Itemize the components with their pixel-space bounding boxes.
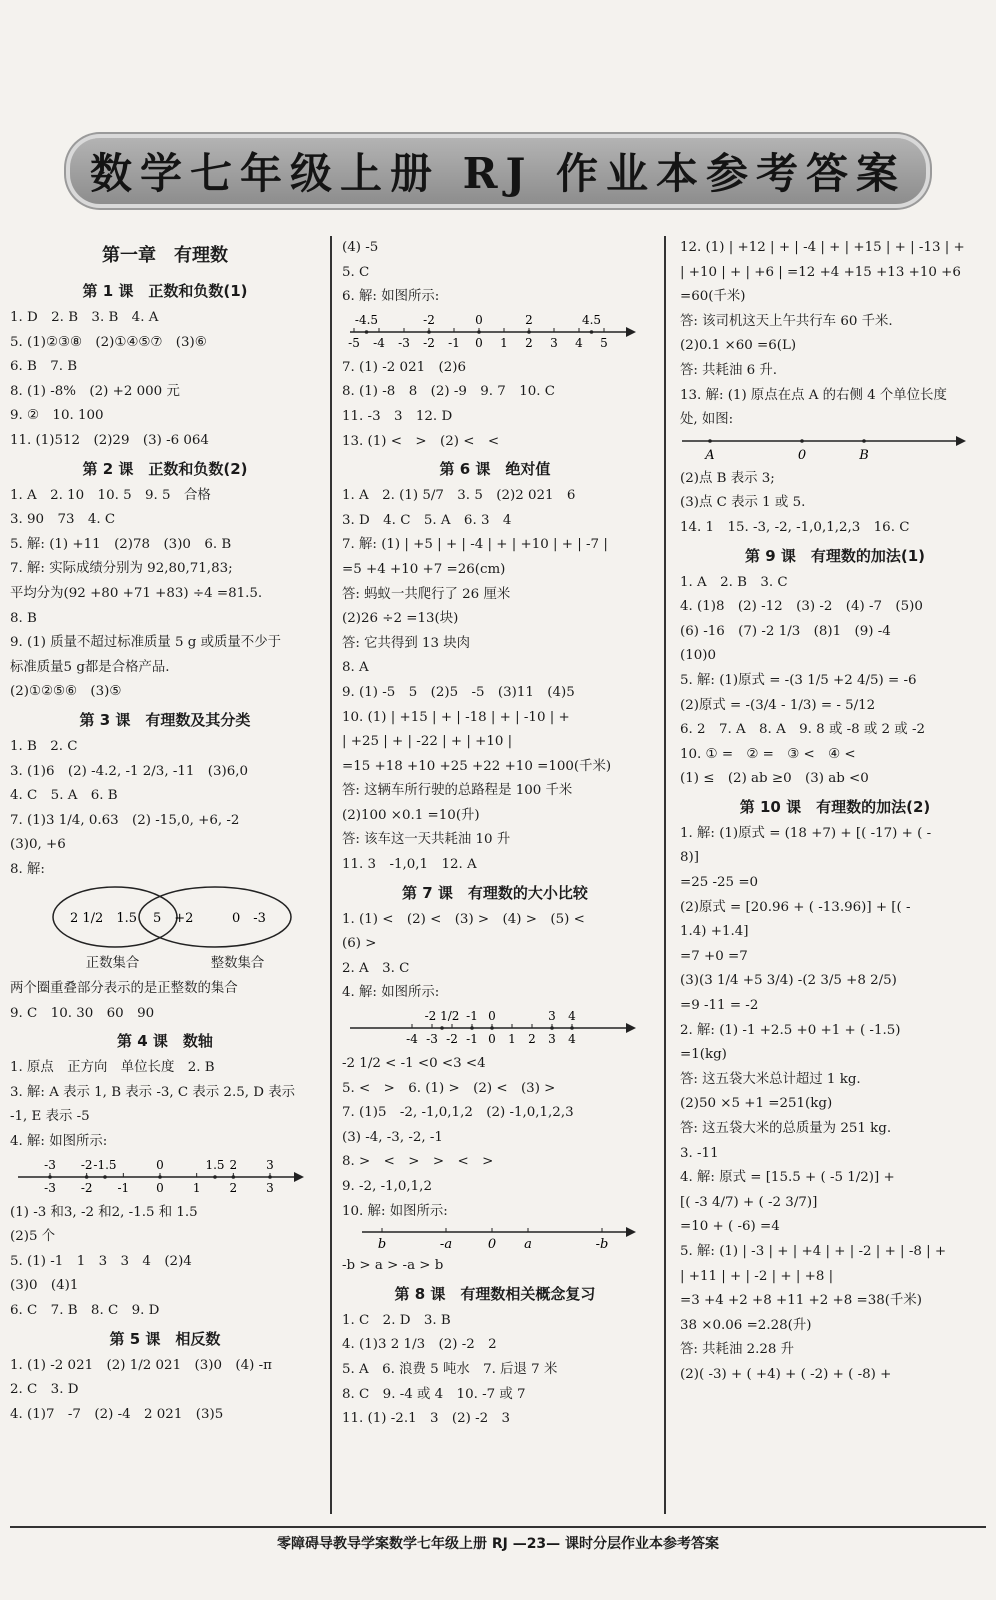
tick-label: 0 [156,1180,164,1195]
answer-line: =3 +4 +2 +8 +11 +2 +8 =38(千米) [680,1293,922,1309]
answer-line: -1, E 表示 -5 [10,1109,90,1125]
tick-label: 2 [229,1180,238,1195]
answer-line: =25 -25 =0 [680,875,759,891]
answer-line: 14. 1 15. -3, -2, -1,0,1,2,3 16. C [680,519,910,535]
answer-line: 答: 它共得到 13 块肉 [342,635,471,651]
answer-line: 5. C [342,264,370,280]
answer-line: (2)①②⑤⑥ (3)⑤ [10,684,122,700]
answer-line: 3. 解: A 表示 1, B 表示 -3, C 表示 2.5, D 表示 [10,1084,296,1100]
answer-line: 7. (1)3 1/4, 0.63 (2) -15,0, +6, -2 [10,812,240,828]
number-line-figure [342,310,648,356]
answer-line: 7. 解: (1) | +5 | + | -4 | + | +10 | + | -7 | [342,537,608,553]
point-dot [85,1175,89,1179]
answer-line: 5. A 6. 浪费 5 吨水 7. 后退 7 米 [342,1361,558,1377]
answer-line: (2)原式 = [20.96 + ( -13.96)] + [( - [680,899,911,915]
venn-mid-text: 5 +2 [153,911,194,927]
answer-line: (4) -5 [342,240,379,255]
tick-label: 3 [266,1180,274,1195]
point-dot [708,439,712,443]
answer-line: 6. B 7. B [10,359,78,375]
point-label: -2 [80,1157,93,1172]
number-line-figure [342,1224,648,1254]
point-dot [213,1175,217,1179]
lesson-heading: 第 3 课 有理数及其分类 [79,710,251,729]
point-dot [232,1175,236,1179]
answer-line: =7 +0 =7 [680,948,748,964]
point-label: -1 [466,1009,478,1024]
answer-line: | +10 | + | +6 | =12 +4 +15 +13 +10 +6 [680,264,961,280]
answer-line: | +11 | + | -2 | + | +8 | [680,1268,834,1284]
point-label: 0 [797,447,807,463]
lesson-heading: 第 6 课 绝对值 [439,460,551,479]
point-label: -a [439,1237,453,1253]
chapter-heading: 第一章 有理数 [102,245,228,266]
axis-arrow [294,1172,304,1182]
answer-line: 1. 原点 正方向 单位长度 2. B [10,1060,215,1076]
point-label: 4 [568,1009,576,1024]
point-label: b [377,1237,387,1253]
point-label: 3 [548,1009,556,1024]
answer-line: 1.4) +1.4] [680,924,749,940]
answer-line: (2)0.1 ×60 =6(L) [680,338,797,354]
point-dot [570,1026,574,1030]
column-divider [330,236,332,1514]
answer-line: 5. (1) -1 1 3 3 4 (2)4 [10,1253,192,1269]
answer-line: 7. (1) -2 021 (2)6 [342,359,466,375]
answer-line: =5 +4 +10 +7 =26(cm) [342,561,506,577]
venn-label-positive: 正数集合 [85,956,140,972]
answer-line: 4. 解: 如图所示: [342,985,440,1001]
answer-line: 11. 3 -1,0,1 12. A [342,857,477,873]
answer-line: 11. (1) -2.1 3 (2) -2 3 [342,1411,511,1427]
point-label: A [705,447,715,463]
lesson-heading: 第 5 课 相反数 [109,1329,221,1348]
point-dot [862,439,866,443]
answer-line: (2)5 个 [10,1229,56,1245]
tick-label: 1 [192,1180,201,1195]
point-label: a [524,1237,532,1253]
answer-line: (2)50 ×5 +1 =251(kg) [680,1096,833,1112]
answer-line: 5. (1)②③⑧ (2)①④⑤⑦ (3)⑥ [10,334,207,350]
number-line-svg [10,1155,310,1201]
answer-line: [( -3 4/7) + ( -2 3/7)] [680,1194,818,1210]
answer-line: =9 -11 = -2 [680,998,759,1014]
axis-arrow [626,1227,636,1237]
answer-line: 答: 该司机这天上午共行车 60 千米. [680,313,893,329]
answer-line: 5. 解: (1)原式 = -(3 1/5 +2 4/5) = -6 [680,672,917,688]
page-footer: 零障碍导教导学案数学七年级上册 RJ —23— 课时分层作业本参考答案 [10,1526,986,1560]
answer-line: 3. D 4. C 5. A 6. 3 4 [342,512,512,528]
answer-line: 8. (1) -8% (2) +2 000 元 [10,383,180,399]
point-label: -2 1/2 [424,1009,460,1024]
number-line-svg [342,1224,642,1254]
column-divider [664,236,666,1514]
answer-line: 2. A 3. C [342,960,410,976]
answer-line: (3)0 (4)1 [10,1278,79,1294]
answer-line: 11. -3 3 12. D [342,408,453,424]
tick-label: 4 [568,1032,576,1047]
point-label: 0 [487,1237,497,1253]
answer-line: (1) ≤ (2) ab ≥0 (3) ab <0 [680,771,869,787]
number-line-svg [342,310,642,356]
point-label: 0 [156,1157,164,1172]
lesson-heading: 第 9 课 有理数的加法(1) [744,546,926,565]
venn-left-text: 2 1/2 1.5 [70,911,137,927]
answer-line: 答: 这五袋大米总计超过 1 kg. [680,1071,861,1087]
answer-line: 1. A 2. 10 10. 5 9. 5 合格 [10,487,211,503]
tick-label: -4 [406,1032,418,1047]
point-dot [470,1026,474,1030]
title-banner [70,138,926,204]
point-dot [800,439,804,443]
answer-line: 答: 这五袋大米的总质量为 251 kg. [680,1121,892,1136]
answer-line: 6. 2 7. A 8. A 9. 8 或 -8 或 2 或 -2 [680,722,925,738]
answer-line: 答: 该车这一天共耗油 10 升 [342,832,511,848]
answer-line: 平均分为(92 +80 +71 +83) ÷4 =81.5. [10,585,263,601]
point-dot [477,330,481,334]
tick-label: 0 [475,335,483,350]
answer-line: (2)26 ÷2 =13(块) [342,611,459,627]
tick-label: -1 [466,1032,478,1047]
venn-labels [10,952,300,977]
answer-line: 9. (1) 质量不超过标准质量 5 g 或质量不少于 [10,635,281,651]
answer-line: 9. C 10. 30 60 90 [10,1005,155,1021]
venn-label-integer: 整数集合 [210,956,265,972]
answer-line: 1. D 2. B 3. B 4. A [10,310,159,325]
answer-line: 3. 90 73 4. C [10,512,116,528]
answer-line: 答: 蚂蚁一共爬行了 26 厘米 [342,586,511,602]
answer-line: 4. (1)8 (2) -12 (3) -2 (4) -7 (5)0 [680,599,923,615]
point-label: -3 [44,1157,56,1172]
answer-line: 6. 解: 如图所示: [342,289,440,305]
number-line-figure [680,433,990,467]
answer-line: 6. C 7. B 8. C 9. D [10,1303,160,1318]
number-line-figure [342,1006,648,1052]
answer-line: 8)] [680,850,699,866]
answer-line: 4. (1)7 -7 (2) -4 2 021 (3)5 [10,1406,224,1422]
tick-label: -3 [44,1180,56,1195]
point-dot [527,330,531,334]
answer-column-1 [10,236,320,1514]
point-dot [490,1026,494,1030]
point-dot [427,330,431,334]
answer-line: -2 1/2 < -1 <0 <3 <4 [342,1056,486,1072]
answer-line: 5. < > 6. (1) > (2) < (3) > [342,1080,556,1096]
venn-diagram [10,882,320,952]
tick-label: 2 [525,335,533,350]
answer-line: 1. (1) -2 021 (2) 1/2 021 (3)0 (4) -π [10,1357,272,1373]
answer-line: (2)原式 = -(3/4 - 1/3) = - 5/12 [680,697,876,713]
answer-line: 5. 解: (1) | -3 | + | +4 | + | -2 | + | -8 | + [680,1243,947,1259]
point-label: 2 [525,312,533,327]
answer-line: 7. 解: 实际成绩分别为 92,80,71,83; [10,561,233,577]
point-dot [365,330,369,334]
number-line-figure [10,1155,320,1201]
answer-line: 答: 这辆车所行驶的总路程是 100 千米 [342,783,573,799]
answer-column-2 [342,236,648,1514]
point-dot [590,330,594,334]
answer-line: 3. -11 [680,1145,719,1161]
answer-line: 4. 解: 原式 = [15.5 + ( -5 1/2)] + [680,1170,895,1186]
tick-label: 0 [488,1032,496,1047]
answer-line: 2. C 3. D [10,1382,79,1398]
answer-line: -b > a > -a > b [342,1258,444,1274]
answer-line: 7. (1)5 -2, -1,0,1,2 (2) -1,0,1,2,3 [342,1105,574,1121]
answer-line: (2)( -3) + ( +4) + ( -2) + ( -8) + [680,1366,892,1382]
lesson-heading: 第 1 课 正数和负数(1) [82,282,248,300]
tick-label: 3 [548,1032,556,1047]
point-label: 1.5 [205,1157,225,1172]
answer-line: 3. (1)6 (2) -4.2, -1 2/3, -11 (3)6,0 [10,763,249,779]
answer-line: 10. (1) | +15 | + | -18 | + | -10 | + [342,709,570,725]
answer-line: 4. (1)3 2 1/3 (2) -2 2 [342,1337,497,1353]
answer-line: (3) -4, -3, -2, -1 [342,1129,443,1145]
answer-line: =10 + ( -6) =4 [680,1219,780,1235]
answer-line: (3)点 C 表示 1 或 5. [680,495,806,511]
point-dot [158,1175,162,1179]
point-dot [440,1026,444,1030]
answer-line: 38 ×0.06 =2.28(升) [680,1317,812,1333]
answer-line: 9. (1) -5 5 (2)5 -5 (3)11 (4)5 [342,684,575,700]
tick-label: -5 [348,335,360,350]
answer-line: =15 +18 +10 +25 +22 +10 =100(千米) [342,758,612,774]
answer-line: (3)(3 1/4 +5 3/4) -(2 3/5 +8 2/5) [680,973,897,989]
answer-line: 13. 解: (1) 原点在点 A 的右侧 4 个单位长度 [680,387,947,403]
answer-line: 1. A 2. B 3. C [680,574,788,590]
point-label: 0 [475,312,483,327]
tick-label: -1 [117,1180,130,1195]
tick-label: 4 [575,335,583,350]
tick-label: -2 [446,1032,458,1047]
answer-line: 4. 解: 如图所示: [10,1134,108,1150]
answer-line: (2)100 ×0.1 =10(升) [342,807,480,823]
tick-label: -1 [448,335,460,350]
answer-line: 8. > < > > < > [342,1154,494,1170]
answer-line: (10)0 [680,648,717,664]
point-label: -b [595,1237,609,1253]
point-dot [268,1175,272,1179]
point-label: 0 [488,1009,496,1024]
answer-line: 10. ① = ② = ③ < ④ < [680,746,856,762]
answer-line: (6) -16 (7) -2 1/3 (8)1 (9) -4 [680,623,891,639]
answer-line: 8. (1) -8 8 (2) -9 9. 7 10. C [342,384,556,400]
answer-column-3 [680,236,990,1514]
answer-line: | +25 | + | -22 | + | +10 | [342,734,513,750]
answer-line: 2. 解: (1) -1 +2.5 +0 +1 + ( -1.5) [680,1022,901,1038]
lesson-heading: 第 4 课 数轴 [117,1032,213,1051]
answer-line: 1. (1) < (2) < (3) > (4) > (5) < [342,911,585,927]
answer-line: 答: 共耗油 6 升. [680,362,778,378]
answer-line: 9. ② 10. 100 [10,408,104,424]
number-line-svg [680,433,980,467]
tick-label: -3 [398,335,410,350]
point-label: 4.5 [581,312,602,327]
answer-line: 13. (1) < > (2) < < [342,433,500,449]
answer-line: 8. 解: [10,861,45,877]
lesson-heading: 第 2 课 正数和负数(2) [82,459,248,478]
answer-line: 4. C 5. A 6. B [10,788,118,804]
tick-label: 3 [550,335,558,350]
lesson-heading: 第 7 课 有理数的大小比较 [402,883,588,902]
answer-line: 8. A [342,660,369,676]
point-label: -1.5 [93,1157,117,1172]
tick-label: -2 [423,335,435,350]
answer-line: 12. (1) | +12 | + | -4 | + | +15 | + | -13 | + [680,240,965,255]
point-dot [48,1175,52,1179]
answer-line: 1. B 2. C [10,738,78,754]
point-label: B [859,447,869,463]
answer-line: 1. C 2. D 3. B [342,1312,451,1328]
answer-line: 8. B [10,610,37,626]
number-line-svg [342,1006,642,1052]
answer-line: (6) > [342,936,377,952]
tick-label: 1 [500,335,508,350]
answer-line: 两个圈重叠部分表示的是正整数的集合 [10,981,238,997]
answer-line: 1. 解: (1)原式 = (18 +7) + [( -17) + ( - [680,825,932,841]
answer-line: =1(kg) [680,1047,727,1063]
point-label: -2 [423,312,435,327]
point-dot [103,1175,107,1179]
answer-line: 标准质量5 g都是合格产品. [10,659,170,675]
venn-right-text: 0 -3 [232,911,266,927]
answer-line: 10. 解: 如图所示: [342,1203,448,1219]
axis-arrow [956,436,966,446]
answer-line: (2)点 B 表示 3; [680,470,775,486]
answer-line: (1) -3 和3, -2 和2, -1.5 和 1.5 [10,1204,198,1220]
point-dot [550,1026,554,1030]
tick-label: -3 [426,1032,438,1047]
answer-line: 答: 共耗油 2.28 升 [680,1342,795,1358]
lesson-heading: 第 8 课 有理数相关概念复习 [394,1284,596,1303]
answer-line: (3)0, +6 [10,837,66,853]
answer-line: =60(千米) [680,289,746,305]
answer-line: 处, 如图: [680,412,734,428]
point-label: 3 [266,1157,274,1172]
axis-arrow [626,1023,636,1033]
tick-label: -4 [373,335,385,350]
tick-label: 1 [508,1032,516,1047]
answer-line: 8. C 9. -4 或 4 10. -7 或 7 [342,1386,526,1402]
tick-label: 2 [528,1032,536,1047]
lesson-heading: 第 10 课 有理数的加法(2) [739,797,931,816]
answer-line: 1. A 2. (1) 5/7 3. 5 (2)2 021 6 [342,488,576,504]
answer-line: 11. (1)512 (2)29 (3) -6 064 [10,432,209,448]
answer-line: 5. 解: (1) +11 (2)78 (3)0 6. B [10,536,232,552]
point-label: -4.5 [354,312,379,327]
page-title: 数学七年级上册 RJ 作业本参考答案 [89,149,907,198]
venn-svg [10,882,310,952]
answer-line: 9. -2, -1,0,1,2 [342,1179,432,1194]
tick-label: -2 [80,1180,93,1195]
axis-arrow [626,327,636,337]
tick-label: 5 [600,335,608,350]
point-label: 2 [229,1157,238,1172]
